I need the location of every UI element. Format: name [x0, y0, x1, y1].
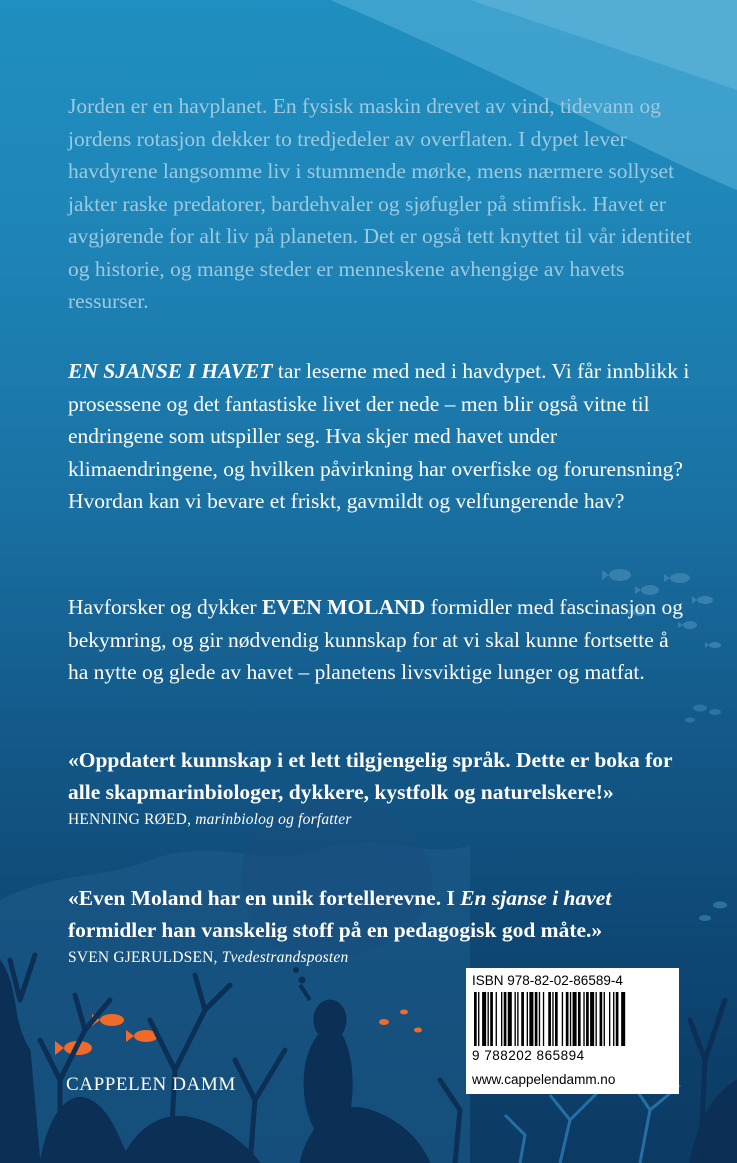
quote-2-before: «Even Moland har en unik fortellerevne. I	[68, 886, 461, 910]
barcode-bar	[482, 992, 486, 1046]
barcode-bar	[517, 992, 518, 1046]
quote-2-book-title: En sjanse i havet	[460, 886, 612, 910]
barcode-bar	[583, 992, 584, 1046]
barcode-bar	[562, 992, 563, 1046]
barcode-bar	[621, 992, 625, 1046]
quote-1-text: «Oppdatert kunnskap i et lett tilgjengelig språk. Dette er boka for alle skapmarinbiologer, dykkere, kystfolk og naturelskere!»	[68, 748, 673, 804]
quote-2-name: SVEN GJERULDSEN	[68, 949, 214, 966]
publisher-website: www.cappelendamm.no	[472, 1072, 616, 1087]
barcode-bar	[539, 992, 540, 1046]
quote-2-attribution: SVEN GJERULDSEN, Tvedestrandsposten	[68, 949, 349, 966]
author-description-text: formidler med fascinasjon og bekymring, og gir nødvendig kunnskap for at vi skal kunne fortsette å ha nytte og glede av havet – planetens livsviktige lunger og matfat.	[68, 595, 684, 684]
quote-2-role: Tvedestrandsposten	[221, 949, 349, 966]
barcode-bar	[529, 992, 533, 1046]
quote-2-after: formidler han vanskelig stoff på en pedagogisk god måte.»	[68, 918, 603, 942]
author-paragraph	[68, 591, 693, 689]
barcode-bar	[515, 992, 516, 1046]
barcode-bar	[521, 992, 524, 1046]
isbn-label: ISBN 978-82-02-86589-4	[472, 973, 623, 988]
intro-paragraph: Jorden er en havplanet. En fysisk maskin drevet av vind, tidevann og jordens rotasjon dekker to tredjedeler av overflaten. I dypet lever havdyrene langsomme liv i stummende mørke, mens nærmere sollyset jakter raske predatorer, bardehvaler og sjøfugler på stimfisk. Havet er avgjørende for alt liv på planeten. Det er også tett knyttet til vår identitet og historie, og mange steder er menneskene avhengige av havets ressurser.	[68, 94, 692, 313]
quote-1-role: marinbiolog og forfatter	[195, 811, 352, 828]
barcode-bar	[496, 992, 497, 1046]
barcode-bar	[552, 992, 553, 1046]
barcode-bar	[596, 992, 597, 1046]
barcode-digits: 9 788202 865894	[472, 1048, 585, 1063]
barcode-bar	[566, 992, 569, 1046]
barcode-bar	[586, 992, 589, 1046]
barcode-bar	[543, 992, 544, 1046]
barcode-bar	[535, 992, 538, 1046]
barcode-bar	[504, 992, 507, 1046]
barcode-bar	[578, 992, 581, 1046]
quote-1-name: HENNING RØED	[68, 811, 188, 828]
barcode-bar	[609, 992, 610, 1046]
barcode-bar	[570, 992, 571, 1046]
barcode-bar	[600, 992, 603, 1046]
barcode-bar	[488, 992, 489, 1046]
barcode-bar	[616, 992, 619, 1046]
barcode-bar	[555, 992, 558, 1046]
barcode-bar	[604, 992, 605, 1046]
barcode-bar	[508, 992, 512, 1046]
barcode-bar	[478, 992, 479, 1046]
description-text: tar leserne med ned i havdypet. Vi får innblikk i prosessene og det fantastiske livet der nede – men blir også vitne til endringene som utspiller seg. Hva skjer med havet under klimaendringene, og hvilken påvirkning har overfiske og forurensning? Hvordan kan vi bevare et friskt, gavmildt og velfungerende hav?	[68, 359, 690, 513]
barcode-panel	[466, 968, 679, 1094]
quote-1-attribution: HENNING RØED, marinbiolog og forfatter	[68, 811, 352, 828]
barcode-bar	[474, 992, 477, 1046]
review-quote-2	[68, 882, 693, 968]
barcode-bars	[472, 992, 672, 1048]
description-paragraph	[68, 355, 693, 518]
barcode-bar	[527, 992, 528, 1046]
barcode-bar	[590, 992, 594, 1046]
barcode-bar	[613, 992, 614, 1046]
barcode-bar	[501, 992, 502, 1046]
publisher-logo: CAPPELEN DAMM	[66, 1074, 236, 1095]
barcode-bar	[490, 992, 493, 1046]
book-title-inline: EN SJANSE I HAVET	[68, 359, 273, 383]
barcode-bar	[548, 992, 551, 1046]
author-intro-text: Havforsker og dykker	[68, 595, 263, 619]
author-name: EVEN MOLAND	[262, 595, 426, 619]
barcode-bar	[573, 992, 577, 1046]
review-quote-1	[68, 744, 693, 830]
quote-2-text	[68, 882, 693, 946]
